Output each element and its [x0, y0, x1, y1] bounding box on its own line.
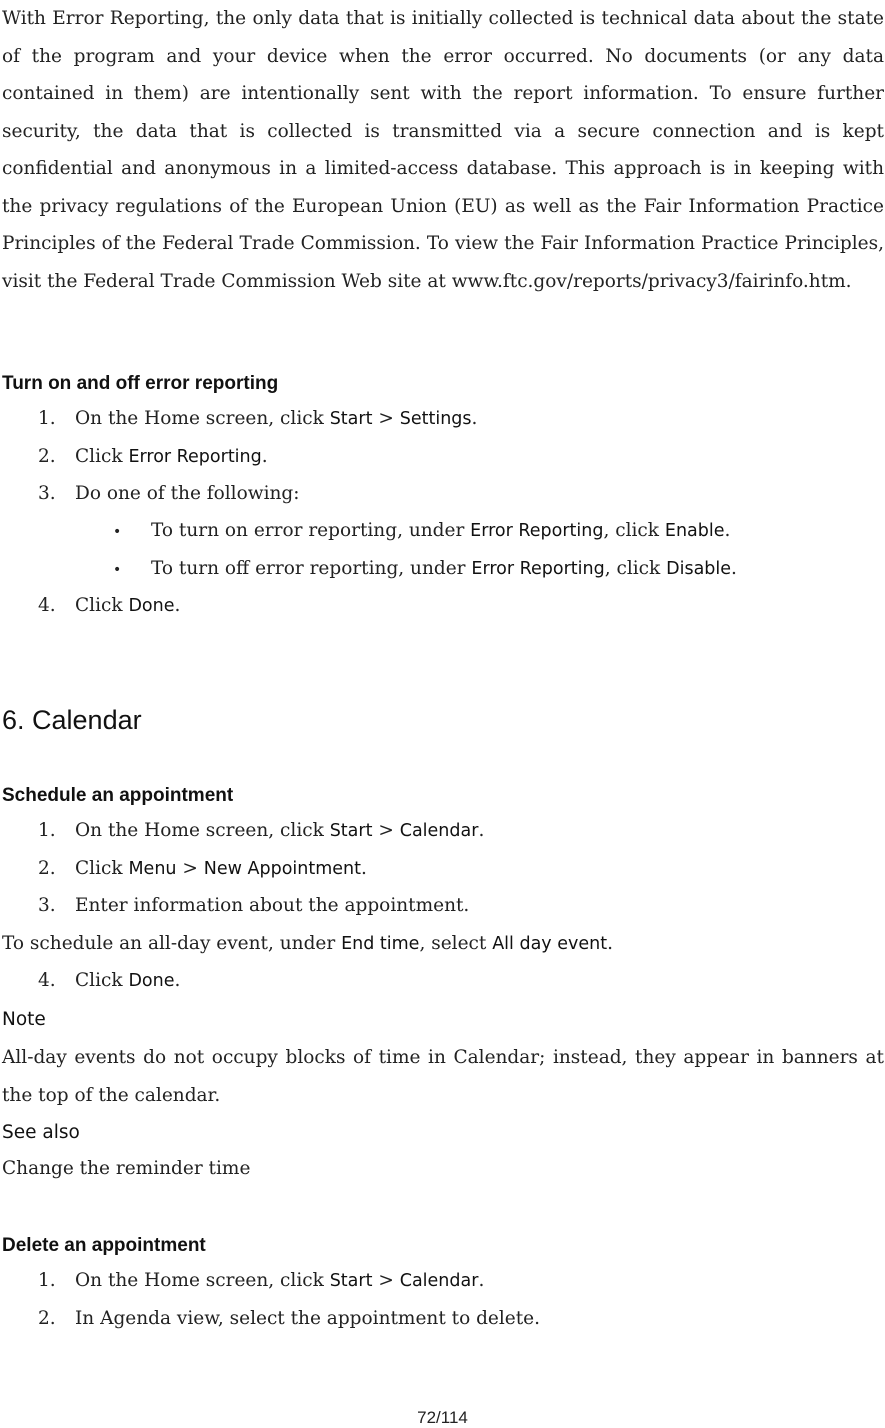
see-also-link[interactable]: Change the reminder time	[2, 1158, 251, 1179]
ui-term-new-appointment: New Appointment	[203, 859, 361, 879]
error-reporting-heading: Turn on and off error reporting	[2, 373, 279, 394]
bullet-mid: , click	[604, 558, 667, 579]
schedule-appointment-heading: Schedule an appointment	[2, 785, 234, 806]
bullet-text	[151, 520, 730, 541]
ui-term-error-reporting: Error Reporting	[128, 447, 262, 467]
step-pre: Click	[75, 595, 129, 616]
step-pre: Click	[75, 446, 129, 467]
step-text	[75, 970, 180, 991]
note-text: All-day events do not occupy blocks of time in Calendar; instead, they appear in banners at the top of the calendar.	[2, 1047, 884, 1106]
step-number: 2.	[38, 858, 56, 879]
step-end: .	[478, 820, 485, 841]
see-also-label: See also	[2, 1122, 80, 1143]
step-end: .	[261, 446, 268, 467]
step-pre: Click	[75, 858, 129, 879]
bullet-mid: , click	[603, 520, 665, 541]
step-pre: Click	[75, 970, 129, 991]
step-text: In Agenda view, select the appointment to delete.	[75, 1308, 541, 1329]
ui-term-all-day-event: All day event	[492, 934, 608, 954]
tip-pre: To schedule an all-day event, under	[2, 933, 342, 954]
step-text: Enter information about the appointment.	[75, 895, 470, 916]
ui-term-start: Start	[329, 821, 373, 841]
step-text	[75, 595, 180, 616]
step-text	[75, 408, 477, 429]
step-number: 2.	[38, 1308, 56, 1329]
bullet-icon: •	[113, 562, 122, 578]
step-text	[75, 858, 367, 879]
step-text	[75, 1270, 484, 1291]
bullet-end: .	[731, 558, 737, 579]
step-number: 1.	[38, 408, 56, 429]
step-number: 1.	[38, 820, 56, 841]
delete-appointment-heading: Delete an appointment	[2, 1235, 206, 1256]
ui-term-menu: Menu	[128, 859, 177, 879]
step-text: Do one of the following:	[75, 483, 300, 504]
bullet-pre: To turn on error reporting, under	[151, 520, 471, 541]
intro-paragraph: With Error Reporting, the only data that is initially collected is technical data about the state of the program and your device when the error occurred. No documents (or any data contained in them) are intentionally sent with the report information. To ensure further security, the data that is collected is transmitted via a secure connection and is kept confidential and anonymous in a limited-access database. This approach is in keeping with the privacy regulations of the European Union (EU) as well as the Fair Information Practice Principles of the Federal Trade Commission. To view the Fair Information Practice Principles, visit the Federal Trade Commission Web site at www.ftc.gov/reports/privacy3/fairinfo.htm.	[2, 8, 884, 292]
bullet-pre: To turn off error reporting, under	[151, 558, 472, 579]
step-number: 4.	[38, 595, 56, 616]
step-end: .	[174, 595, 181, 616]
step-number: 4.	[38, 970, 56, 991]
step-end: .	[361, 858, 367, 879]
note-label: Note	[2, 1009, 46, 1030]
step-pre: On the Home screen, click	[75, 820, 330, 841]
step-pre: On the Home screen, click	[75, 1270, 330, 1291]
step-end: .	[478, 1270, 485, 1291]
page-number: 72/114	[417, 1408, 468, 1427]
ui-term-disable: Disable	[666, 559, 732, 579]
bullet-icon: •	[113, 524, 122, 540]
calendar-section-heading: 6. Calendar	[2, 705, 142, 735]
ui-term-done: Done	[128, 596, 175, 616]
bullet-end: .	[724, 520, 731, 541]
bullet-text	[151, 558, 737, 579]
step-number: 1.	[38, 1270, 56, 1291]
tip-mid: , select	[419, 933, 493, 954]
step-number: 2.	[38, 446, 56, 467]
step-text	[75, 446, 268, 467]
ui-term-enable: Enable	[664, 521, 725, 541]
ui-term-error-reporting: Error Reporting	[470, 521, 604, 541]
step-text	[75, 820, 484, 841]
ui-term-calendar: Calendar	[399, 1271, 479, 1291]
step-number: 3.	[38, 483, 56, 504]
ui-term-start: Start	[329, 1271, 373, 1291]
ui-term-end-time: End time	[341, 934, 420, 954]
ui-term-error-reporting: Error Reporting	[471, 559, 605, 579]
step-number: 3.	[38, 895, 56, 916]
separator: >	[176, 858, 204, 879]
step-pre: On the Home screen, click	[75, 408, 330, 429]
ui-term-calendar: Calendar	[399, 821, 479, 841]
tip-end: .	[607, 933, 613, 954]
separator: >	[372, 1270, 400, 1291]
step-end: .	[174, 970, 181, 991]
all-day-event-tip	[2, 933, 613, 954]
ui-term-done: Done	[128, 971, 175, 991]
separator: >	[372, 408, 400, 429]
ui-term-settings: Settings	[399, 409, 472, 429]
ui-term-start: Start	[329, 409, 373, 429]
separator: >	[372, 820, 400, 841]
step-end: .	[471, 408, 478, 429]
